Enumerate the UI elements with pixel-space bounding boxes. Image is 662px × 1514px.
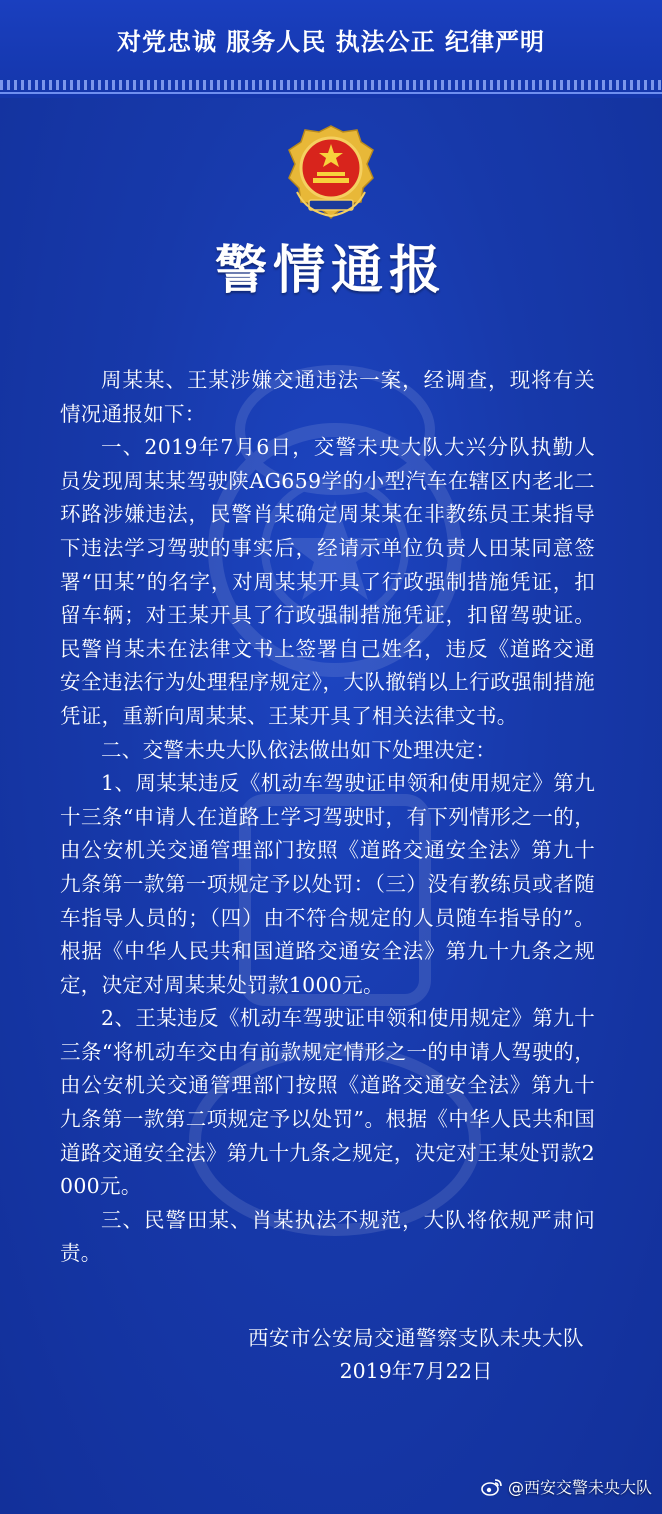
signature-date: 2019年7月22日 [339, 1359, 493, 1383]
header-banner [0, 0, 662, 98]
notice-body [60, 364, 595, 1271]
signature-block [248, 1322, 584, 1388]
police-emblem-icon [283, 122, 379, 222]
header-slogan: 对党忠诚 服务人民 执法公正 纪律严明 [116, 28, 546, 56]
notice-paragraph-3: 三、民警田某、肖某执法不规范，大队将依规严肃问责。 [60, 1207, 595, 1266]
weibo-icon [481, 1478, 503, 1496]
weibo-handle: @西安交警未央大队 [507, 1478, 652, 1497]
signature-org: 西安市公安局交通警察支队未央大队 [248, 1326, 584, 1350]
notice-paragraph-2: 二、交警未央大队依法做出如下处理决定： [101, 737, 497, 762]
notice-title: 警情通报 [214, 241, 447, 301]
notice-paragraph-1: 一、2019年7月6日，交警未央大队大兴分队执勤人员发现周某某驾驶陕AG659学的小型汽车在辖区内老北二环路涉嫌违法，民警肖某确定周某某在非教练员王某指导下违法学习驾驶的事实后，经请示单位负责人田某同意签署“田某”的名字，对周某某开具了行政强制措施凭证，扣留车辆；对王某开具了行政强制措施凭证，扣留驾驶证。民警肖某未在法律文书上签署自己姓名，违反《道路交通安全违法行为处理程序规定》，大队撤销以上行政强制措施凭证，重新向周某某、王某开具了相关法律文书。 [60, 435, 595, 728]
header-dotted-rule [0, 80, 662, 90]
weibo-watermark[interactable] [481, 1475, 652, 1498]
notice-paragraph-2-2: 2、王某违反《机动车驾驶证申领和使用规定》第九十三条“将机动车交由有前款规定情形之一的申请人驾驶的，由公安机关交通管理部门按照《道路交通安全法》第九十九条第一款第二项规定予以处罚”。根据《中华人民共和国道路交通安全法》第九十九条之规定，决定对王某处罚款2000元。 [60, 1006, 595, 1199]
header-divider [0, 92, 662, 94]
notice-paragraph-intro: 周某某、王某涉嫌交通违法一案，经调查，现将有关情况通报如下： [60, 368, 595, 426]
notice-paragraph-2-1: 1、周某某违反《机动车驾驶证申领和使用规定》第九十三条“申请人在道路上学习驾驶时，有下列情形之一的，由公安机关交通管理部门按照《道路交通安全法》第九十九条第一款第一项规定予以处罚：（三）没有教练员或者随车指导人员的；（四）由不符合规定的人员随车指导的”。根据《中华人民共和国道路交通安全法》第九十九条之规定，决定对周某某处罚款1000元。 [60, 771, 595, 997]
